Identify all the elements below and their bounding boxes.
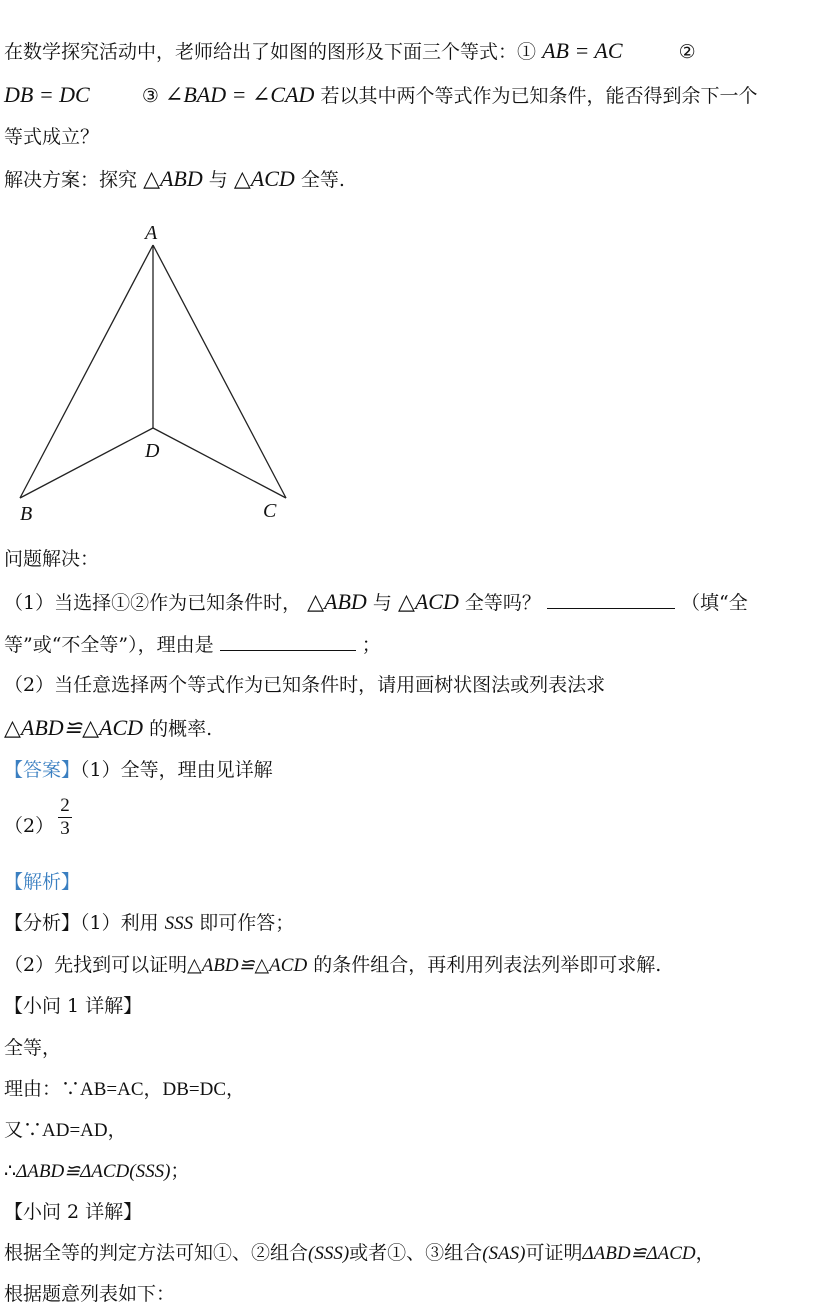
sub1-reason [4,1076,245,1103]
sub2-line-1-prefix: 根据全等的判定方法可知①、②组合 [4,1242,309,1264]
sub2-line-2-text: 根据题意列表如下： [4,1283,176,1305]
question-1-line-1 [4,589,748,616]
fraction-denominator: 3 [60,818,70,839]
question-heading-text: 问题解决： [4,548,100,570]
fenxi-2-congruence: △ABD≌△ACD [187,955,308,976]
answer-line-1 [4,757,273,783]
question-1-line-end: ； [361,634,381,656]
question-2-line-2 [4,715,212,742]
sub2-sas: (SAS) [482,1243,526,1264]
sub2-line-1-mid: 或者①、③组合 [349,1242,483,1264]
circle-2-marker: ② [678,41,696,63]
sub2-congruence: ΔABD≌ΔACD [582,1243,696,1264]
segment-ac [153,245,286,498]
sub1-reason-equations: AB=AC，DB=DC， [80,1079,246,1100]
answer-part-1: （1）全等，理由见详解 [80,759,273,781]
answer-line-2 [4,813,54,839]
sub1-reason-prefix: 理由：∵ [4,1078,81,1100]
answer-label: 【答案】 [4,759,81,781]
segment-db [20,428,153,498]
question-1-line-2 [4,632,381,658]
question-1-blank-2[interactable] [220,632,356,651]
sub1-heading [4,993,142,1019]
sub1-also [4,1117,127,1144]
fenxi-1-suffix: 即可作答； [199,912,295,934]
question-heading [4,546,99,572]
fenxi-2-suffix: 的条件组合，再利用列表法列举即可求解. [313,954,662,976]
sub1-also-equation: AD=AD， [42,1120,127,1141]
segment-dc [153,428,286,498]
point-label-d: D [145,440,160,462]
solution-plan-suffix: 全等. [300,169,345,191]
problem-line-1 [4,38,696,65]
segment-ab [20,245,153,498]
question-1-fill-hint: （填“全 [681,592,748,614]
question-1-triangle-abd: △ABD [307,589,367,614]
sub1-answer [4,1035,61,1061]
problem-line-2 [4,82,757,109]
sub2-line-1-mid2: 可证明 [525,1242,583,1264]
equation-3: ∠BAD = ∠CAD [164,82,315,107]
fenxi-2-prefix: （2）先找到可以证明 [4,954,188,976]
problem-question-text: 等式成立？ [4,126,100,148]
sub1-conclusion-end: ； [170,1160,190,1182]
triangle-abd: △ABD [143,166,203,191]
sub2-line-1 [4,1240,715,1267]
sub1-also-prefix: 又∵ [4,1119,43,1141]
answer-fraction [58,796,72,839]
question-1-triangle-acd: △ACD [397,589,459,614]
sub2-heading [4,1199,142,1225]
point-label-b: B [20,503,33,525]
analysis-label: 【解析】 [4,871,81,893]
sub1-therefore [4,1158,189,1185]
question-1-reason-prefix: 等”或“不全等”），理由是 [4,634,214,656]
problem-intro-text: 在数学探究活动中，老师给出了如图的图形及下面三个等式：① [4,41,537,63]
sub1-heading-text: 【小问 1 详解】 [4,995,143,1017]
sub2-line-1-end: ， [695,1242,715,1264]
equation-1: AB = AC [542,38,623,63]
question-2-line-1 [4,672,605,698]
sub1-answer-text: 全等， [4,1037,62,1059]
fenxi-1-sss: SSS [164,913,194,934]
question-2-congruence: △ABD≌△ACD [4,715,144,740]
point-label-c: C [263,500,277,522]
question-2-suffix: 的概率. [149,718,213,740]
solution-plan-mid: 与 [208,169,228,191]
sub2-heading-text: 【小问 2 详解】 [4,1201,143,1223]
answer-part-2-prefix: （2） [4,815,55,837]
question-2-text: （2）当任意选择两个等式作为已知条件时，请用画树状图法或列表法求 [4,674,606,696]
fenxi-1-prefix: （1）利用 [80,912,159,934]
equation-2: DB = DC [4,82,90,107]
problem-line-3 [4,124,99,150]
fraction-numerator: 2 [60,795,70,816]
question-1-blank-1[interactable] [547,590,675,609]
question-1-suffix: 全等吗？ [464,592,541,614]
analysis-heading [4,869,80,895]
sub1-conclusion: ΔABD≌ΔACD(SSS) [16,1161,171,1182]
geometry-figure [0,215,310,535]
analysis-line-1 [4,910,294,937]
question-1-mid: 与 [372,592,392,614]
problem-line-4 [4,166,345,193]
analysis-line-2 [4,952,661,979]
point-label-a: A [145,222,158,244]
triangle-acd: △ACD [233,166,295,191]
solution-plan-label: 解决方案：探究 [4,169,138,191]
problem-condition-text: 若以其中两个等式作为已知条件，能否得到余下一个 [320,85,758,107]
sub2-line-2 [4,1281,175,1307]
question-1-prefix: （1）当选择①②作为已知条件时， [4,592,302,614]
fenxi-label: 【分析】 [4,912,81,934]
circle-3-marker: ③ [141,85,159,107]
sub2-sss: (SSS) [308,1243,350,1264]
therefore-symbol: ∴ [4,1160,17,1182]
